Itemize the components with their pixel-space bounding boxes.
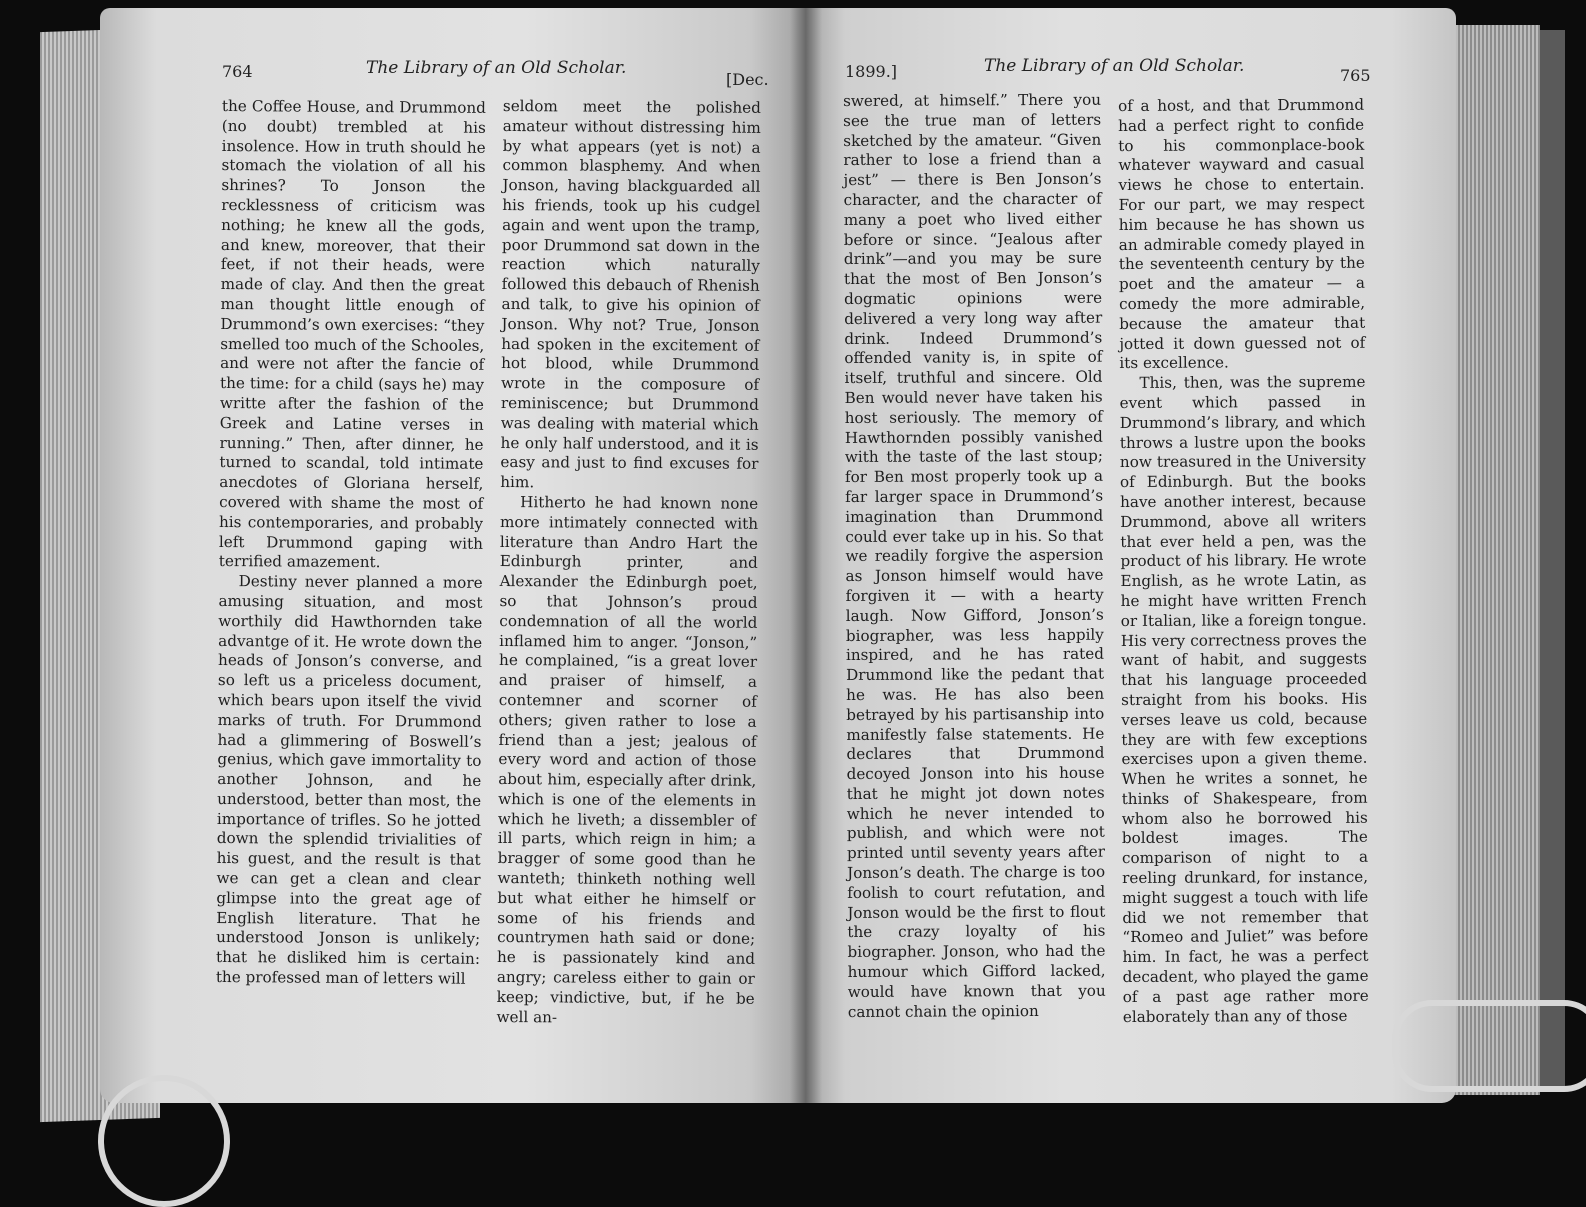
- right-page-number: 765: [1340, 66, 1371, 85]
- paragraph: of a host, and that Drummond had a perfect right to confide to his commonplace-book whatever wayward and casual views he chose to entertain. For our part, we may respect him because he has shown us an admirable comedy played in the seventeenth century by the poet and the amateur — a comedy the more admirable, because the amateur that jotted it down guessed not of its excellence.: [1118, 95, 1366, 373]
- paragraph: This, then, was the supreme event which passed in Drummond’s library, and which throws a lustre upon the books now treasured in the University of Edinburgh. But the books have another interest, because Drummond, above all writers that ever held a pen, was the product of his library. He wrote English, as he wrote Latin, as he might have written French or Italian, like a foreign tongue. His very correctness proves the want of habit, and suggests that his language proceeded straight from his books. His verses leave us cold, because they are with few exceptions exercises upon a given theme. When he writes a sonnet, he thinks of Shakespeare, from whom also he borrowed his boldest images. The comparison of night to a reeling drunkard, for instance, might suggest a touch with life did we not remember that “Romeo and Juliet” was before him. In fact, he was a perfect decadent, who played the game of a past age rather more elaborately than any of those: [1119, 372, 1369, 1026]
- paragraph: Destiny never planned a more amusing situation, and most worthily did Hawthornden take advantge of it. He wrote down the heads of Jonson’s converse, and so left us a priceless document, which bears upon itself the vivid marks of truth. For Drummond had a glimmering of Boswell’s genius, which gave immortality to another Johnson, and he understood, better than most, the importance of trifles. So he jotted down the splendid trivialities of his guest, and the result is that we can get a clean and clear glimpse into the great age of English literature. That he understood Jonson is unlikely; that he disliked him is certain: the professed man of letters will: [215, 572, 483, 988]
- right-column-1: [843, 91, 1106, 1023]
- left-page-number: 764: [222, 62, 253, 81]
- right-column-2: [1118, 96, 1369, 1028]
- page-clip-right: [1392, 1000, 1586, 1092]
- left-running-title: The Library of an Old Scholar.: [366, 58, 627, 78]
- page-clip-left: [98, 1075, 230, 1207]
- right-running-title: The Library of an Old Scholar.: [984, 56, 1245, 76]
- paragraph: seldom meet the polished amateur without distressing him by what appears (yet is not) a common blasphemy. And when Jonson, having blackguarded all his friends, took up his cudgel again and went upon the tramp, poor Drummond sat down in the reaction which naturally followed this debauch of Rhenish and talk, to give his opinion of Jonson. Why not? True, Jonson had spoken in the excitement of hot blood, while Drummond wrote in the composure of reminiscence; but Drummond was dealing with material which he only half understood, and it is easy and just to find excuses for him.: [500, 97, 761, 492]
- left-column-2: [497, 97, 761, 1029]
- book-gutter-shadow: [790, 8, 822, 1103]
- right-date-mark: 1899.]: [845, 62, 898, 81]
- paragraph: Hitherto he had known none more intimately connected with literature than Andro Hart the Edinburgh printer, and Alexander the Edinburgh poet, so that Johnson’s proud condemnation of all the world inflamed him to anger. “Jonson,” he complained, “is a great lover and praiser of himself, a contemner and scorner of others; given rather to lose a friend than a jest; jealous of every word and action of those about him, especially after drink, which is one of the elements in which he liveth; a dissembler of ill parts, which reign in him; a bragger of some good than he wanteth; thinketh nothing well but what either he himself or some of his friends and countrymen hath said or done; he is passionately kind and angry; careless either to gain or keep; vindictive, but, if he be well an-: [496, 493, 759, 1027]
- left-column-1: [216, 97, 486, 990]
- paragraph: the Coffee House, and Drummond (no doubt) trembled at his insolence. How in truth should he stomach the violation of all his shrines? To Jonson the recklessness of criticism was nothing; he knew all the gods, and knew, moreover, that their feet, if not their heads, were made of clay. And then the great man thought little enough of Drummond’s own exercises: “they smelled too much of the Schooles, and were not after the fancie of the time: for a child (says he) may writte after the fashion of the Greek and Latine verses in running.” Then, after dinner, he turned to scandal, told intimate anecdotes of Gloriana herself, covered with shame the most of his contemporaries, and probably left Drummond gaping with terrified amazement.: [218, 97, 486, 572]
- left-date-mark: [Dec.: [726, 70, 769, 89]
- paragraph: swered, at himself.” There you see the true man of letters sketched by the amateur. “Given rather to lose a friend than a jest” — there is Ben Jonson’s character, and the character of many a poet who lived either before or since. “Jealous after drink”—and you may be sure that the most of Ben Jonson’s dogmatic opinions were delivered a very long way after drink. Indeed Drummond’s offended vanity is, in spite of itself, truthful and sincere. Old Ben would never have taken his host seriously. The memory of Hawthornden possibly vanished with the taste of the last stoup; for Ben most properly took up a far larger space in Drummond’s imagination than Drummond could ever take up in his. So that we readily forgive the aspersion as Jonson himself would have forgiven it — with a hearty laugh. Now Gifford, Jonson’s biographer, was less happily inspired, and he has rated Drummond like the pedant that he was. He has also been betrayed by his partisanship into manifestly false statements. He declares that Drummond decoyed Jonson into his house that he might jot down notes which he never intended to publish, and which were not printed until seventy years after Jonson’s death. The charge is too foolish to court refutation, and Jonson would be the first to flout the crazy loyalty of his biographer. Jonson, who had the humour which Gifford lacked, would have known that you cannot chain the opinion: [843, 90, 1106, 1021]
